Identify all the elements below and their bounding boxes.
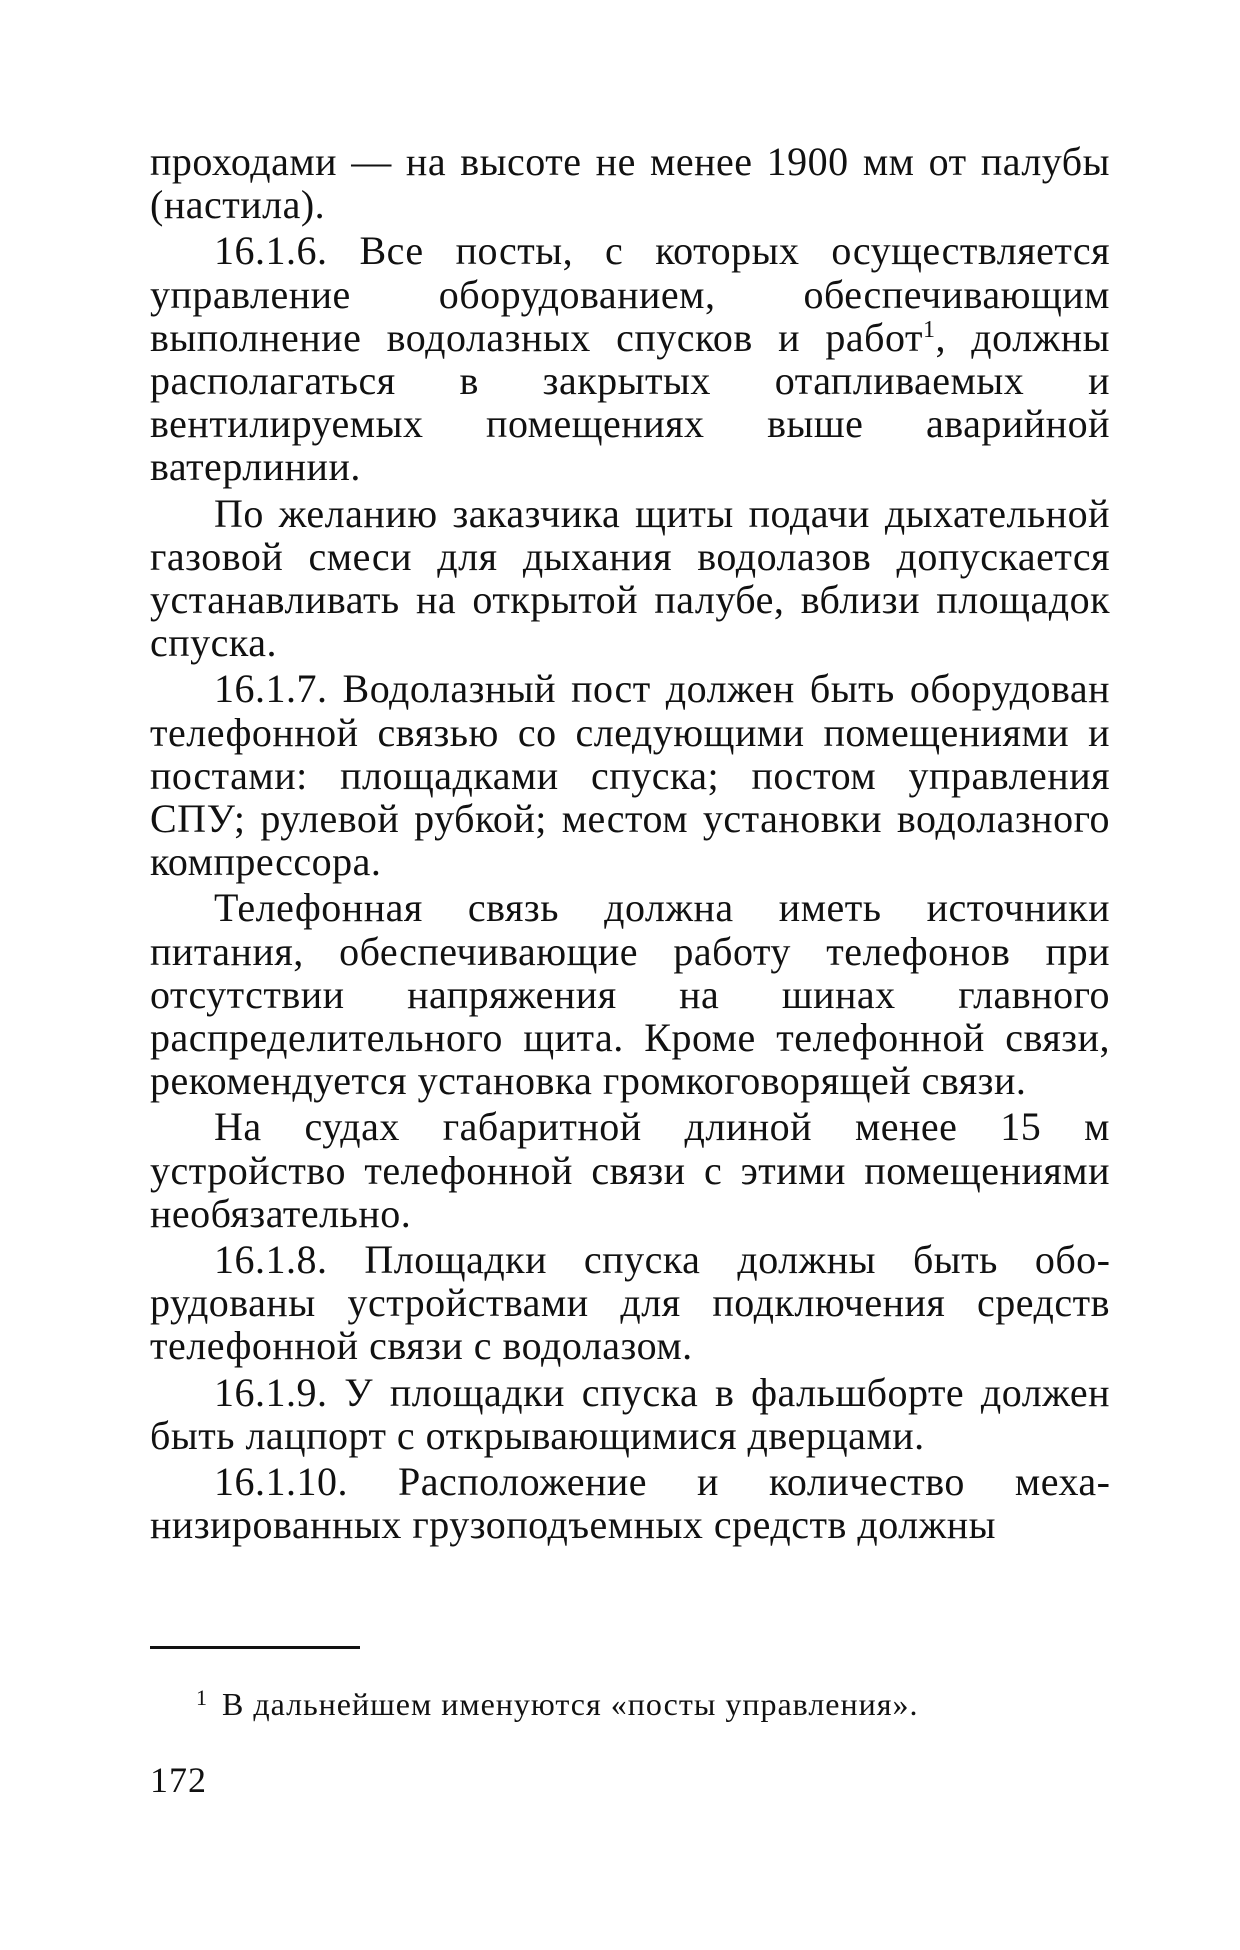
paragraph-16-1-6-text-continued: , должны располагаться в закрытых отапливаемых и вентилируемых помещениях выше аварийной ватерлинии. — [150, 314, 1110, 490]
paragraph-16-1-7: 16.1.7. Водолазный пост должен быть оборудован телефонной связью со следующими помещениями и постами: площадками спуска; постом управления СПУ; рулевой рубкой; местом установки водолазного компрессора. — [150, 666, 1110, 885]
paragraph-telephone-power: Телефонная связь должна иметь источники питания, обеспечивающие работу телефонов при отсутствии напряжения на шинах главного распределительного щита. Кроме телефонной связи, рекомендуется установка громкоговорящей связи. — [150, 885, 1110, 1104]
paragraph-customer-request: По желанию заказчика щиты подачи дыхательной газовой смеси для дыхания водолазов допускается устанавливать на открытой палубе, вблизи площадок спуска. — [150, 490, 1110, 666]
footnote-reference: 1 — [922, 316, 936, 343]
footnote-marker: 1 — [196, 1685, 208, 1710]
page-number: 172 — [150, 1760, 207, 1800]
paragraph-16-1-8: 16.1.8. Площадки спуска должны быть оборудованы устройствами для подключения средств телефонной связи с водолазом. — [150, 1237, 1110, 1369]
footnote-divider — [150, 1646, 360, 1649]
footnote-text: В дальнейшем именуются «посты управления». — [222, 1686, 919, 1722]
paragraph-continuation: проходами — на высоте не менее 1900 мм от палубы (настила). — [150, 139, 1110, 228]
paragraph-16-1-10: 16.1.10. Расположение и количество механизированных грузоподъемных средств должны — [150, 1459, 1110, 1548]
paragraph-16-1-9: 16.1.9. У площадки спуска в фальшборте должен быть лацпорт с открывающимися дверцами. — [150, 1369, 1110, 1458]
paragraph-small-vessels: На судах габаритной длиной менее 15 м устройство телефонной связи с этими помещениями необязательно. — [150, 1104, 1110, 1236]
paragraph-16-1-6 — [150, 229, 1110, 488]
page-body — [150, 140, 1110, 1547]
paragraph-16-1-6-text: 16.1.6. Все посты, с которых осуществляется управление оборудованием, обеспечивающим выполнение водолазных спусков и работ — [150, 228, 1110, 360]
footnote — [196, 1678, 918, 1724]
